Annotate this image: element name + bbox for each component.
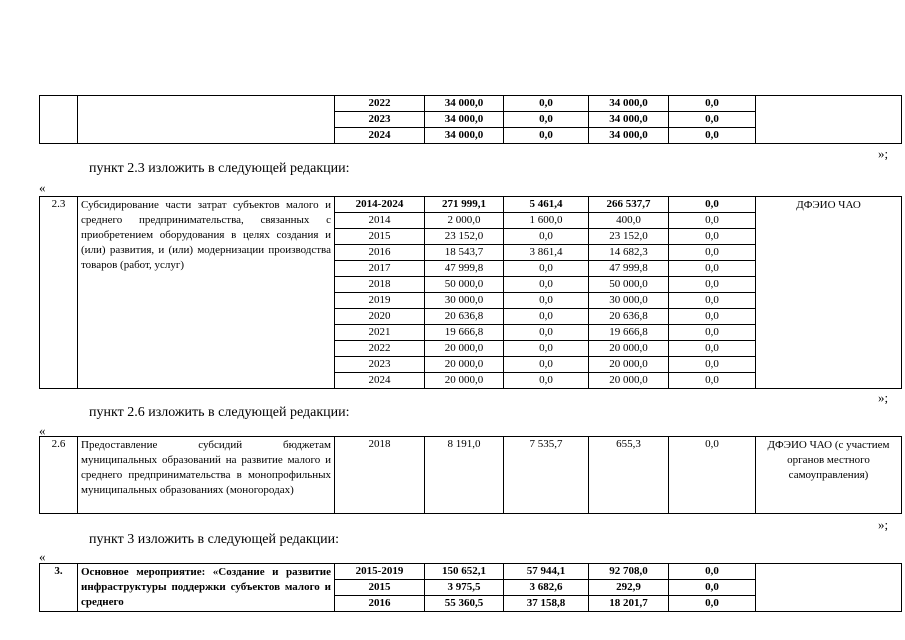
- close-quote-2: »;: [878, 390, 889, 405]
- col3-cell: 0,0: [669, 96, 756, 112]
- col3-cell: 0,0: [669, 437, 756, 514]
- total-cell: 20 000,0: [425, 341, 504, 357]
- table-item-3: [39, 563, 902, 612]
- total-cell: 18 543,7: [425, 245, 504, 261]
- instruction-2-6: пункт 2.6 изложить в следующей редакции:: [89, 405, 350, 420]
- year-cell: 2019: [335, 293, 425, 309]
- total-cell: 2 000,0: [425, 213, 504, 229]
- item-description: Субсидирование части затрат субъектов малого и среднего предпринимательства, связанных с приобретением оборудования в целях создания и (или) развития, и (или) модернизации производства товаров (работ, услуг): [78, 197, 335, 389]
- item-number: 2.6: [40, 437, 78, 514]
- year-cell: 2023: [335, 357, 425, 373]
- table-row: [40, 437, 902, 514]
- col2-cell: 19 666,8: [589, 325, 669, 341]
- col1-cell: 0,0: [504, 112, 589, 128]
- col1-cell: 0,0: [504, 309, 589, 325]
- col3-cell: 0,0: [669, 197, 756, 213]
- table-item-2-3: [39, 196, 902, 389]
- total-cell: 3 975,5: [425, 580, 504, 596]
- col1-cell: 3 861,4: [504, 245, 589, 261]
- col1-cell: 37 158,8: [504, 596, 589, 612]
- col1-cell: 0,0: [504, 357, 589, 373]
- col3-cell: 0,0: [669, 341, 756, 357]
- col2-cell: 20 000,0: [589, 357, 669, 373]
- total-cell: 23 152,0: [425, 229, 504, 245]
- col2-cell: 655,3: [589, 437, 669, 514]
- year-cell: 2014: [335, 213, 425, 229]
- total-cell: 20 000,0: [425, 357, 504, 373]
- col1-cell: 0,0: [504, 128, 589, 144]
- col2-cell: 50 000,0: [589, 277, 669, 293]
- col3-cell: 0,0: [669, 309, 756, 325]
- col2-cell: 292,9: [589, 580, 669, 596]
- col2-cell: 34 000,0: [589, 112, 669, 128]
- executor-cell: ДФЭИО ЧАО (с участием органов местного самоуправления): [756, 437, 902, 514]
- year-cell: 2016: [335, 245, 425, 261]
- col2-cell: 400,0: [589, 213, 669, 229]
- col3-cell: 0,0: [669, 229, 756, 245]
- table-item-3-body: [40, 564, 902, 612]
- col2-cell: 20 000,0: [589, 373, 669, 389]
- total-cell: 34 000,0: [425, 96, 504, 112]
- col2-cell: 14 682,3: [589, 245, 669, 261]
- open-quote-2: «: [39, 423, 46, 438]
- year-cell: 2016: [335, 596, 425, 612]
- total-cell: 50 000,0: [425, 277, 504, 293]
- total-cell: 55 360,5: [425, 596, 504, 612]
- col3-cell: 0,0: [669, 373, 756, 389]
- table-continuation: [39, 95, 902, 144]
- open-quote-3: «: [39, 549, 46, 564]
- col1-cell: 0,0: [504, 261, 589, 277]
- col2-cell: 20 000,0: [589, 341, 669, 357]
- total-cell: 20 000,0: [425, 373, 504, 389]
- col1-cell: 0,0: [504, 96, 589, 112]
- year-cell: 2020: [335, 309, 425, 325]
- total-cell: 34 000,0: [425, 112, 504, 128]
- table-row: [40, 564, 902, 580]
- instruction-2-3: пункт 2.3 изложить в следующей редакции:: [89, 161, 350, 176]
- total-cell: 150 652,1: [425, 564, 504, 580]
- close-quote-1: »;: [878, 146, 889, 161]
- item-description: Предоставление субсидий бюджетам муниципальных образований на развитие малого и среднего предпринимательства в монопрофильных муниципальных образованиях (моногородах): [78, 437, 335, 514]
- col3-cell: 0,0: [669, 245, 756, 261]
- col2-cell: 20 636,8: [589, 309, 669, 325]
- col3-cell: 0,0: [669, 357, 756, 373]
- total-cell: 34 000,0: [425, 128, 504, 144]
- col1-cell: 7 535,7: [504, 437, 589, 514]
- col3-cell: 0,0: [669, 293, 756, 309]
- table-row: [40, 96, 902, 112]
- col1-cell: 0,0: [504, 325, 589, 341]
- item-description: Основное мероприятие: «Создание и развитие инфраструктуры поддержки субъектов малого и среднего: [78, 564, 335, 612]
- table-item-2-3-body: [40, 197, 902, 389]
- close-quote-3: »;: [878, 517, 889, 532]
- col3-cell: 0,0: [669, 564, 756, 580]
- year-cell: 2024: [335, 373, 425, 389]
- col2-cell: 18 201,7: [589, 596, 669, 612]
- col1-cell: 5 461,4: [504, 197, 589, 213]
- year-cell: 2024: [335, 128, 425, 144]
- col1-cell: 0,0: [504, 341, 589, 357]
- total-cell: 271 999,1: [425, 197, 504, 213]
- year-cell: 2022: [335, 341, 425, 357]
- year-cell: 2023: [335, 112, 425, 128]
- col2-cell: 30 000,0: [589, 293, 669, 309]
- col2-cell: 34 000,0: [589, 128, 669, 144]
- col3-cell: 0,0: [669, 580, 756, 596]
- year-cell: 2021: [335, 325, 425, 341]
- col2-cell: 34 000,0: [589, 96, 669, 112]
- executor-empty: [756, 564, 902, 612]
- col2-cell: 266 537,7: [589, 197, 669, 213]
- executor-empty: [756, 96, 902, 144]
- year-cell: 2017: [335, 261, 425, 277]
- table-item-2-6: [39, 436, 902, 514]
- open-quote-1: «: [39, 180, 46, 195]
- year-cell: 2018: [335, 277, 425, 293]
- year-cell: 2015: [335, 580, 425, 596]
- table-row: [40, 197, 902, 213]
- executor-cell: ДФЭИО ЧАО: [756, 197, 902, 389]
- total-cell: 8 191,0: [425, 437, 504, 514]
- year-cell: 2014-2024: [335, 197, 425, 213]
- item-description-empty: [78, 96, 335, 144]
- col3-cell: 0,0: [669, 112, 756, 128]
- year-cell: 2015-2019: [335, 564, 425, 580]
- year-cell: 2022: [335, 96, 425, 112]
- year-cell: 2018: [335, 437, 425, 514]
- col1-cell: 3 682,6: [504, 580, 589, 596]
- total-cell: 30 000,0: [425, 293, 504, 309]
- instruction-3: пункт 3 изложить в следующей редакции:: [89, 532, 339, 547]
- total-cell: 19 666,8: [425, 325, 504, 341]
- col1-cell: 57 944,1: [504, 564, 589, 580]
- year-cell: 2015: [335, 229, 425, 245]
- col1-cell: 0,0: [504, 293, 589, 309]
- total-cell: 20 636,8: [425, 309, 504, 325]
- col3-cell: 0,0: [669, 213, 756, 229]
- col3-cell: 0,0: [669, 261, 756, 277]
- col3-cell: 0,0: [669, 325, 756, 341]
- col1-cell: 0,0: [504, 229, 589, 245]
- total-cell: 47 999,8: [425, 261, 504, 277]
- col1-cell: 1 600,0: [504, 213, 589, 229]
- col1-cell: 0,0: [504, 277, 589, 293]
- item-number: 3.: [40, 564, 78, 612]
- col3-cell: 0,0: [669, 128, 756, 144]
- col3-cell: 0,0: [669, 277, 756, 293]
- col2-cell: 47 999,8: [589, 261, 669, 277]
- item-number: 2.3: [40, 197, 78, 389]
- col2-cell: 23 152,0: [589, 229, 669, 245]
- table-continuation-body: [40, 96, 902, 144]
- col2-cell: 92 708,0: [589, 564, 669, 580]
- col3-cell: 0,0: [669, 596, 756, 612]
- col1-cell: 0,0: [504, 373, 589, 389]
- item-number-empty: [40, 96, 78, 144]
